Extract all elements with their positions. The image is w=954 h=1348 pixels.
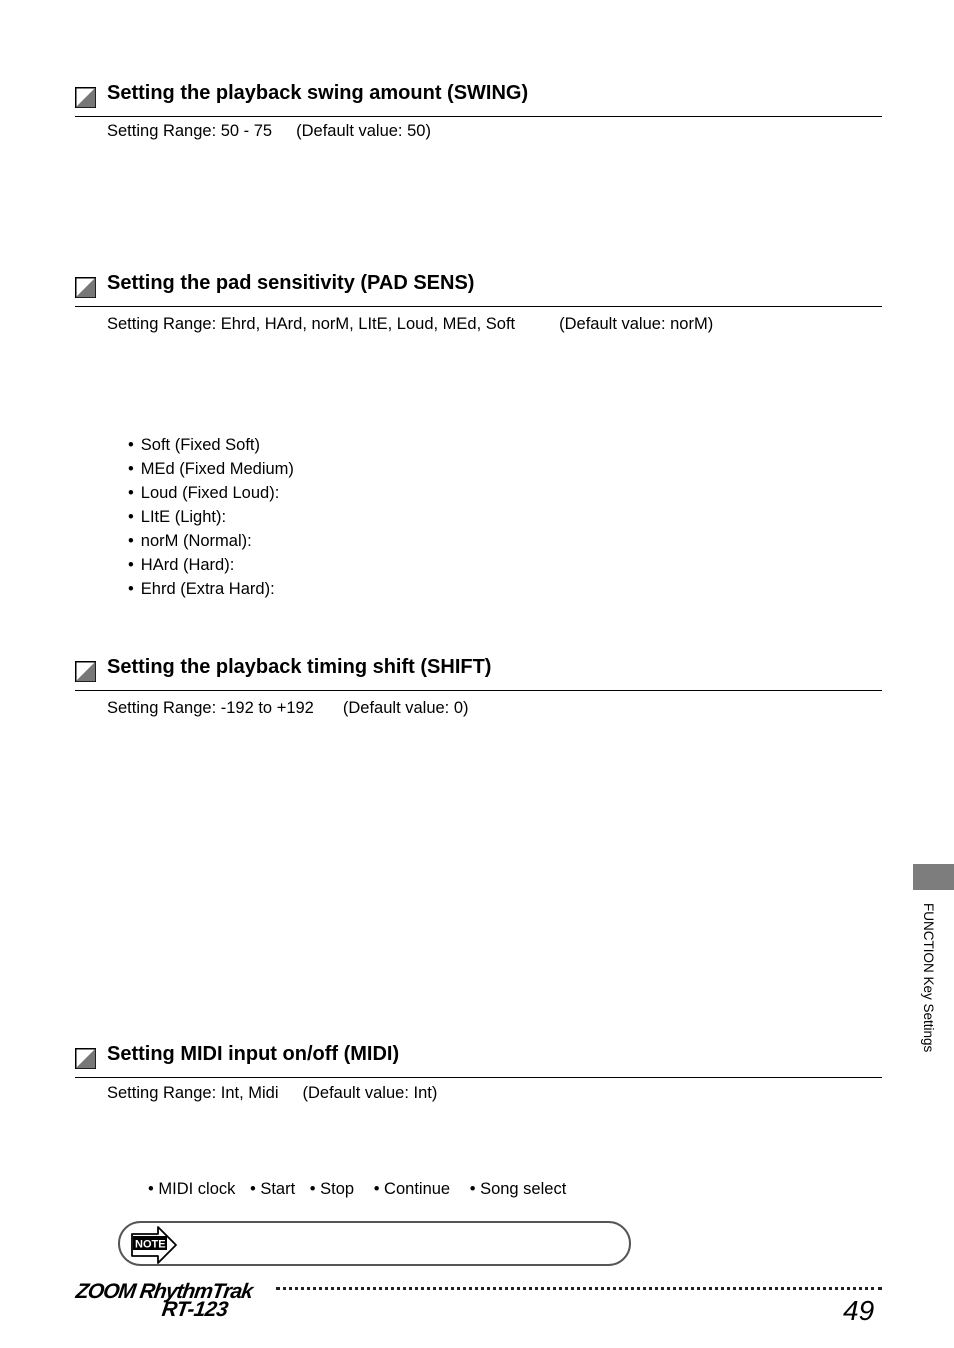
section-title: Setting the playback timing shift (SHIFT) bbox=[107, 656, 492, 678]
range-text: Setting Range: Int, Midi bbox=[107, 1084, 279, 1102]
list-item: • norM (Normal): bbox=[128, 529, 294, 553]
list-item: • Start bbox=[249, 1180, 296, 1198]
page-number: 49 bbox=[843, 1295, 875, 1326]
section-shift-header bbox=[75, 650, 882, 691]
note-label: NOTE bbox=[135, 1238, 166, 1251]
default-value: (Default value: 50) bbox=[296, 122, 431, 140]
list-item: • MIDI clock bbox=[148, 1180, 236, 1198]
range-text: Setting Range: 50 - 75 bbox=[107, 122, 273, 140]
list-item: • Song select bbox=[469, 1180, 567, 1198]
section-title: Setting MIDI input on/off (MIDI) bbox=[107, 1043, 400, 1065]
side-tab-label: FUNCTION Key Settings bbox=[921, 903, 936, 1053]
default-value: (Default value: 0) bbox=[342, 699, 469, 717]
default-value: (Default value: Int) bbox=[302, 1084, 438, 1102]
model-logo: RT-123 bbox=[160, 1298, 230, 1321]
section-title: Setting the playback swing amount (SWING) bbox=[107, 82, 529, 104]
default-value: (Default value: norM) bbox=[559, 315, 714, 333]
range-text: Setting Range: -192 to +192 bbox=[107, 699, 314, 717]
section-swing-header bbox=[75, 76, 882, 117]
note-icon bbox=[130, 1226, 178, 1266]
section-marker-icon bbox=[75, 277, 96, 298]
setting-range-pad-sens bbox=[107, 315, 713, 334]
section-pad-sens-header bbox=[75, 266, 882, 307]
range-text: Setting Range: Ehrd, HArd, norM, LItE, Loud, MEd, Soft bbox=[107, 315, 516, 333]
side-tab-marker bbox=[913, 864, 954, 890]
list-item: • LItE (Light): bbox=[128, 505, 294, 529]
list-item: • MEd (Fixed Medium) bbox=[128, 457, 294, 481]
section-marker-icon bbox=[75, 87, 96, 108]
list-item: • Ehrd (Extra Hard): bbox=[128, 577, 294, 601]
brand-logo: ZOOM RhythmTrak bbox=[74, 1280, 254, 1303]
setting-range-shift bbox=[107, 699, 469, 718]
setting-range-swing bbox=[107, 122, 431, 141]
list-item: • Soft (Fixed Soft) bbox=[128, 433, 294, 457]
list-item: • HArd (Hard): bbox=[128, 553, 294, 577]
list-item: • Loud (Fixed Loud): bbox=[128, 481, 294, 505]
footer-dotted-rule bbox=[276, 1287, 882, 1290]
setting-range-midi bbox=[107, 1084, 437, 1103]
pad-sens-options-list bbox=[128, 433, 294, 601]
list-item: • Continue bbox=[373, 1180, 451, 1198]
section-midi-header bbox=[75, 1037, 882, 1078]
note-box bbox=[118, 1221, 631, 1266]
midi-message-list bbox=[148, 1180, 576, 1199]
list-item: • Stop bbox=[309, 1180, 355, 1198]
section-marker-icon bbox=[75, 661, 96, 682]
section-marker-icon bbox=[75, 1048, 96, 1069]
section-title: Setting the pad sensitivity (PAD SENS) bbox=[107, 272, 475, 294]
